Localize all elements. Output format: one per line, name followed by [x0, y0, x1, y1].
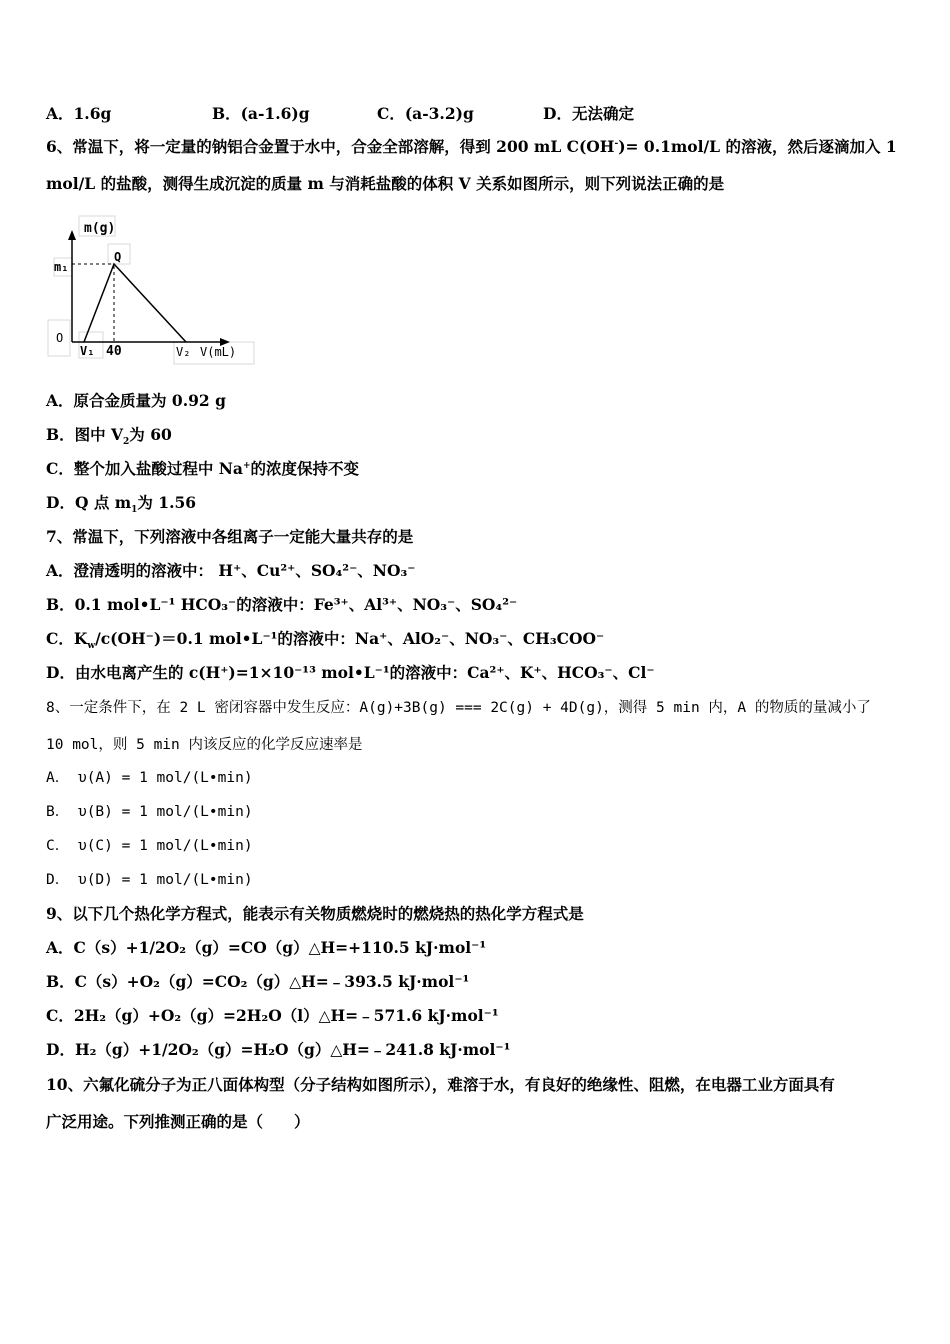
v2-label: V₂ — [176, 345, 191, 359]
q6-stem-line2: mol/L 的盐酸，测得生成沉淀的质量 m 与消耗盐酸的体积 V 关系如图所示，则下列说法正确的是 — [46, 174, 725, 193]
precipitate-curve — [84, 264, 186, 342]
q7-option-a: A．澄清透明的溶液中： H⁺、Cu²⁺、SO₄²⁻、NO₃⁻ — [46, 561, 416, 580]
q9-option-a: A．C（s）+1/2O₂（g）=CO（g）△H=+110.5 kJ·mol⁻¹ — [46, 938, 487, 957]
q9-option-b: B．C（s）+O₂（g）=CO₂（g）△H=﹣393.5 kJ·mol⁻¹ — [46, 972, 470, 991]
q7-stem: 7、常温下，下列溶液中各组离子一定能大量共存的是 — [46, 527, 414, 546]
q8-stem-line1: 8、一定条件下，在 2 L 密闭容器中发生反应：A(g)+3B(g) === 2C(g) + 4D(g)，测得 5 min 内，A 的物质的量减小了 — [46, 700, 871, 716]
q10-stem-line2: 广泛用途。下列推测正确的是（ ） — [46, 1112, 310, 1131]
q6-stem-line1: 6、常温下，将一定量的钠铝合金置于水中，合金全部溶解，得到 200 mL C(OH-)= 0.1mol/L 的溶液，然后逐滴加入 1 — [46, 137, 897, 156]
q8-option-d: D． υ(D) = 1 mol/(L•min) — [46, 872, 253, 888]
m1-label: m₁ — [54, 260, 69, 274]
y-axis-arrow — [68, 230, 76, 240]
q7-option-d: D．由水电离产生的 c(H⁺)=1×10⁻¹³ mol•L⁻¹的溶液中：Ca²⁺、K⁺、HCO₃⁻、Cl⁻ — [46, 663, 655, 682]
q5-option-a: A．1.6g — [46, 104, 112, 123]
origin-label: O — [56, 331, 64, 345]
q9-option-d: D．H₂（g）+1/2O₂（g）=H₂O（g）△H=﹣241.8 kJ·mol⁻¹ — [46, 1040, 511, 1059]
q9-stem: 9、以下几个热化学方程式，能表示有关物质燃烧时的燃烧热的热化学方程式是 — [46, 904, 584, 923]
q6-option-d: D．Q 点 $m_1$为 1.56 — [46, 493, 197, 516]
q9-option-c: C．2H₂（g）+O₂（g）=2H₂O（l）△H=﹣571.6 kJ·mol⁻¹ — [46, 1006, 499, 1025]
precipitate-volume-graph — [46, 212, 258, 368]
q6-option-a: A．原合金质量为 0.92 g — [46, 391, 226, 410]
q8-stem-line2: 10 mol，则 5 min 内该反应的化学反应速率是 — [46, 737, 363, 753]
q5-option-c: C．(a-3.2)g — [377, 104, 474, 123]
q8-option-a: A． υ(A) = 1 mol/(L•min) — [46, 770, 253, 786]
forty-label: 40 — [106, 344, 122, 359]
v1-label: V₁ — [80, 344, 95, 358]
q6-option-b: B．图中 $V_2$为 60 — [46, 425, 172, 448]
q8-option-b: B． υ(B) = 1 mol/(L•min) — [46, 804, 253, 820]
q5-option-d: D．无法确定 — [543, 104, 634, 123]
x-axis-label: V(mL) — [200, 345, 237, 359]
q7-option-c: C．$K_w/c(OH^-)=0.1$ mol•L⁻¹的溶液中：Na⁺、AlO₂⁻、NO₃⁻、CH₃COO⁻ — [46, 629, 605, 652]
q7-option-b: B．0.1 mol•L⁻¹ HCO₃⁻的溶液中：Fe³⁺、Al³⁺、NO₃⁻、SO₄²⁻ — [46, 595, 518, 614]
q8-option-c: C． υ(C) = 1 mol/(L•min) — [46, 838, 253, 854]
graph-svg — [46, 212, 258, 368]
q5-option-b: B．(a-1.6)g — [212, 104, 310, 123]
y-axis-label: m(g) — [84, 221, 116, 236]
q10-stem-line1: 10、六氟化硫分子为正八面体构型（分子结构如图所示），难溶于水，有良好的绝缘性、阻燃，在电器工业方面具有 — [46, 1075, 835, 1094]
peak-q-label: Q — [114, 250, 122, 264]
q6-option-c: C．整个加入盐酸过程中 Na+的浓度保持不变 — [46, 459, 360, 478]
